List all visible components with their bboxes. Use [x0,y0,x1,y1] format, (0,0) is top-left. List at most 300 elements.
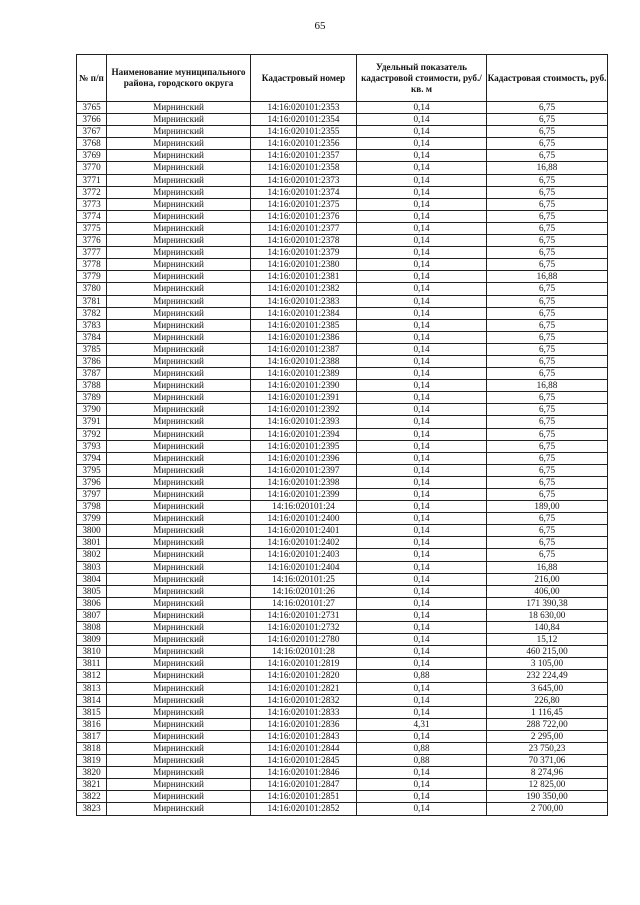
table-row [77,537,608,549]
table-row [77,138,608,150]
cell-specific-value: 0,14 [357,259,487,271]
cell-cadastral-value: 6,75 [487,476,608,488]
cell-cadastral-number: 14:16:020101:2402 [251,537,357,549]
cell-specific-value: 0,14 [357,464,487,476]
table-row [77,440,608,452]
cell-municipality: Мирнинский [107,791,251,803]
cell-number: 3812 [77,670,107,682]
cell-number: 3802 [77,549,107,561]
table-row [77,404,608,416]
cell-cadastral-number: 14:16:020101:2383 [251,295,357,307]
cell-specific-value: 0,14 [357,803,487,815]
cell-cadastral-value: 6,75 [487,138,608,150]
cell-specific-value: 0,88 [357,670,487,682]
cell-cadastral-number: 14:16:020101:2377 [251,222,357,234]
cell-municipality: Мирнинский [107,742,251,754]
cell-cadastral-number: 14:16:020101:2373 [251,174,357,186]
cell-cadastral-number: 14:16:020101:2393 [251,416,357,428]
cell-municipality: Мирнинский [107,670,251,682]
cell-cadastral-number: 14:16:020101:26 [251,585,357,597]
cell-municipality: Мирнинский [107,537,251,549]
cell-cadastral-number: 14:16:020101:2354 [251,114,357,126]
cell-cadastral-number: 14:16:020101:2357 [251,150,357,162]
cell-cadastral-number: 14:16:020101:2400 [251,513,357,525]
cell-cadastral-value: 6,75 [487,102,608,114]
cell-specific-value: 0,14 [357,767,487,779]
cell-specific-value: 0,14 [357,271,487,283]
cell-cadastral-value: 3 105,00 [487,658,608,670]
cell-cadastral-number: 14:16:020101:2832 [251,694,357,706]
cell-cadastral-value: 232 224,49 [487,670,608,682]
cell-municipality: Мирнинский [107,658,251,670]
cell-cadastral-number: 14:16:020101:2401 [251,525,357,537]
cell-municipality: Мирнинский [107,452,251,464]
cell-cadastral-value: 70 371,06 [487,755,608,767]
cell-specific-value: 0,14 [357,452,487,464]
cell-specific-value: 0,14 [357,561,487,573]
cell-number: 3819 [77,755,107,767]
cell-cadastral-number: 14:16:020101:2358 [251,162,357,174]
cell-number: 3809 [77,634,107,646]
cell-cadastral-number: 14:16:020101:2398 [251,476,357,488]
cell-specific-value: 0,14 [357,235,487,247]
cell-number: 3799 [77,513,107,525]
cell-cadastral-number: 14:16:020101:2388 [251,355,357,367]
cell-number: 3810 [77,646,107,658]
cell-specific-value: 0,14 [357,682,487,694]
cell-number: 3771 [77,174,107,186]
cell-cadastral-value: 6,75 [487,537,608,549]
cell-specific-value: 0,14 [357,597,487,609]
cell-cadastral-value: 15,12 [487,634,608,646]
cell-municipality: Мирнинский [107,622,251,634]
cell-number: 3791 [77,416,107,428]
table-row [77,718,608,730]
cell-number: 3793 [77,440,107,452]
table-row [77,489,608,501]
cell-municipality: Мирнинский [107,730,251,742]
cell-municipality: Мирнинский [107,513,251,525]
table-row [77,162,608,174]
cell-specific-value: 0,14 [357,210,487,222]
cell-cadastral-number: 14:16:020101:2380 [251,259,357,271]
table-row [77,694,608,706]
cell-municipality: Мирнинский [107,380,251,392]
cell-cadastral-value: 189,00 [487,501,608,513]
cell-cadastral-value: 6,75 [487,525,608,537]
cell-cadastral-value: 6,75 [487,355,608,367]
cell-specific-value: 0,14 [357,331,487,343]
cell-number: 3784 [77,331,107,343]
cell-cadastral-number: 14:16:020101:2844 [251,742,357,754]
cell-specific-value: 0,88 [357,742,487,754]
cell-specific-value: 0,14 [357,247,487,259]
cell-number: 3818 [77,742,107,754]
cell-cadastral-value: 6,75 [487,452,608,464]
cell-number: 3773 [77,198,107,210]
cell-cadastral-value: 460 215,00 [487,646,608,658]
cell-cadastral-value: 12 825,00 [487,779,608,791]
cell-specific-value: 0,88 [357,755,487,767]
cell-municipality: Мирнинский [107,247,251,259]
cell-cadastral-value: 406,00 [487,585,608,597]
cell-cadastral-value: 140,84 [487,622,608,634]
table-row [77,126,608,138]
cell-specific-value: 0,14 [357,634,487,646]
cell-specific-value: 0,14 [357,609,487,621]
cell-cadastral-value: 23 750,23 [487,742,608,754]
table-row [77,730,608,742]
cell-cadastral-value: 16,88 [487,271,608,283]
cell-specific-value: 0,14 [357,102,487,114]
cell-cadastral-number: 14:16:020101:2821 [251,682,357,694]
cell-cadastral-value: 288 722,00 [487,718,608,730]
cell-cadastral-value: 226,80 [487,694,608,706]
cell-number: 3815 [77,706,107,718]
cell-cadastral-number: 14:16:020101:2396 [251,452,357,464]
cell-cadastral-value: 2 700,00 [487,803,608,815]
cell-cadastral-value: 6,75 [487,513,608,525]
cell-municipality: Мирнинский [107,295,251,307]
cell-cadastral-number: 14:16:020101:2397 [251,464,357,476]
cell-specific-value: 0,14 [357,114,487,126]
cell-specific-value: 0,14 [357,706,487,718]
cell-specific-value: 0,14 [357,537,487,549]
cell-municipality: Мирнинский [107,464,251,476]
table-row [77,573,608,585]
table-row [77,283,608,295]
cell-cadastral-value: 6,75 [487,392,608,404]
cell-number: 3814 [77,694,107,706]
header-specific-value: Удельный показатель кадастровой стоимости, руб./кв. м [357,55,487,102]
cell-cadastral-value: 6,75 [487,428,608,440]
table-row [77,464,608,476]
table-row [77,549,608,561]
table-header-row [77,55,608,102]
cell-specific-value: 0,14 [357,646,487,658]
cell-number: 3800 [77,525,107,537]
cell-cadastral-value: 6,75 [487,331,608,343]
header-cadastral-value: Кадастровая стоимость, руб. [487,55,608,102]
table-row [77,222,608,234]
cell-cadastral-value: 6,75 [487,416,608,428]
table-row [77,742,608,754]
cell-municipality: Мирнинский [107,416,251,428]
header-number: № п/п [77,55,107,102]
cell-specific-value: 0,14 [357,525,487,537]
cell-cadastral-value: 16,88 [487,380,608,392]
cell-number: 3817 [77,730,107,742]
table-row [77,368,608,380]
cell-cadastral-value: 6,75 [487,404,608,416]
cell-municipality: Мирнинский [107,368,251,380]
cell-number: 3808 [77,622,107,634]
table-row [77,210,608,222]
table-row [77,355,608,367]
cell-municipality: Мирнинский [107,355,251,367]
table-row [77,198,608,210]
table-row [77,791,608,803]
table-row [77,319,608,331]
cell-number: 3787 [77,368,107,380]
cell-cadastral-number: 14:16:020101:2836 [251,718,357,730]
cell-specific-value: 0,14 [357,380,487,392]
cell-specific-value: 0,14 [357,501,487,513]
cadastral-table [76,54,608,816]
cell-number: 3778 [77,259,107,271]
cell-specific-value: 0,14 [357,174,487,186]
cell-specific-value: 0,14 [357,622,487,634]
cell-municipality: Мирнинский [107,283,251,295]
cell-cadastral-value: 16,88 [487,162,608,174]
cell-number: 3774 [77,210,107,222]
cell-specific-value: 0,14 [357,368,487,380]
cell-cadastral-number: 14:16:020101:2845 [251,755,357,767]
cell-number: 3789 [77,392,107,404]
cell-municipality: Мирнинский [107,706,251,718]
cell-specific-value: 0,14 [357,549,487,561]
page-number: 65 [314,20,326,32]
cell-municipality: Мирнинский [107,138,251,150]
cell-cadastral-number: 14:16:020101:2353 [251,102,357,114]
cell-specific-value: 0,14 [357,440,487,452]
cell-number: 3766 [77,114,107,126]
cell-cadastral-value: 216,00 [487,573,608,585]
cell-cadastral-value: 6,75 [487,174,608,186]
cell-number: 3823 [77,803,107,815]
cell-number: 3790 [77,404,107,416]
cell-cadastral-value: 6,75 [487,549,608,561]
table-row [77,682,608,694]
cell-cadastral-value: 6,75 [487,235,608,247]
cell-cadastral-value: 6,75 [487,343,608,355]
cell-municipality: Мирнинский [107,404,251,416]
cell-municipality: Мирнинский [107,210,251,222]
cell-municipality: Мирнинский [107,525,251,537]
cell-number: 3796 [77,476,107,488]
cell-specific-value: 0,14 [357,779,487,791]
cell-municipality: Мирнинский [107,597,251,609]
cell-municipality: Мирнинский [107,162,251,174]
table-row [77,452,608,464]
cell-number: 3807 [77,609,107,621]
table-row [77,658,608,670]
cell-number: 3772 [77,186,107,198]
cell-specific-value: 0,14 [357,416,487,428]
cell-number: 3779 [77,271,107,283]
cell-municipality: Мирнинский [107,174,251,186]
cell-municipality: Мирнинский [107,694,251,706]
cell-specific-value: 0,14 [357,162,487,174]
cell-specific-value: 0,14 [357,283,487,295]
cell-cadastral-value: 6,75 [487,247,608,259]
cell-number: 3788 [77,380,107,392]
table-row [77,247,608,259]
cell-specific-value: 0,14 [357,126,487,138]
header-municipality: Наименование муниципального района, городского округа [107,55,251,102]
cell-cadastral-number: 14:16:020101:2376 [251,210,357,222]
cell-number: 3801 [77,537,107,549]
table-row [77,102,608,114]
cell-municipality: Мирнинский [107,343,251,355]
table-row [77,513,608,525]
cell-number: 3770 [77,162,107,174]
cell-municipality: Мирнинский [107,573,251,585]
cell-number: 3794 [77,452,107,464]
cell-number: 3805 [77,585,107,597]
cell-cadastral-value: 6,75 [487,114,608,126]
cell-cadastral-number: 14:16:020101:2387 [251,343,357,355]
table-row [77,295,608,307]
cell-cadastral-value: 6,75 [487,440,608,452]
cell-cadastral-value: 6,75 [487,307,608,319]
cell-cadastral-value: 2 295,00 [487,730,608,742]
cell-number: 3813 [77,682,107,694]
cell-municipality: Мирнинский [107,114,251,126]
table-row [77,501,608,513]
cell-cadastral-number: 14:16:020101:2732 [251,622,357,634]
cell-specific-value: 0,14 [357,476,487,488]
cell-specific-value: 0,14 [357,198,487,210]
cell-specific-value: 0,14 [357,186,487,198]
table-row [77,307,608,319]
cell-cadastral-value: 6,75 [487,368,608,380]
cell-municipality: Мирнинский [107,682,251,694]
cell-cadastral-value: 171 390,38 [487,597,608,609]
table-row [77,525,608,537]
cell-number: 3767 [77,126,107,138]
cell-number: 3811 [77,658,107,670]
cell-municipality: Мирнинский [107,718,251,730]
cell-municipality: Мирнинский [107,331,251,343]
cell-municipality: Мирнинский [107,235,251,247]
cell-cadastral-number: 14:16:020101:2381 [251,271,357,283]
cell-number: 3798 [77,501,107,513]
cell-cadastral-value: 6,75 [487,259,608,271]
table-row [77,561,608,573]
table-row [77,235,608,247]
table-row [77,114,608,126]
cell-cadastral-number: 14:16:020101:2385 [251,319,357,331]
cell-municipality: Мирнинский [107,440,251,452]
cell-number: 3806 [77,597,107,609]
cell-number: 3821 [77,779,107,791]
cell-cadastral-value: 18 630,00 [487,609,608,621]
cell-cadastral-number: 14:16:020101:2404 [251,561,357,573]
table-row [77,331,608,343]
cell-specific-value: 0,14 [357,307,487,319]
cell-cadastral-number: 14:16:020101:2847 [251,779,357,791]
cell-specific-value: 4,31 [357,718,487,730]
cell-municipality: Мирнинский [107,259,251,271]
cell-cadastral-number: 14:16:020101:2379 [251,247,357,259]
cell-municipality: Мирнинский [107,561,251,573]
cell-specific-value: 0,14 [357,295,487,307]
cell-cadastral-number: 14:16:020101:2392 [251,404,357,416]
cell-municipality: Мирнинский [107,609,251,621]
cell-cadastral-value: 6,75 [487,283,608,295]
cell-cadastral-number: 14:16:020101:28 [251,646,357,658]
cell-cadastral-number: 14:16:020101:2820 [251,670,357,682]
cell-cadastral-number: 14:16:020101:2852 [251,803,357,815]
cell-municipality: Мирнинский [107,150,251,162]
cell-cadastral-number: 14:16:020101:2391 [251,392,357,404]
cell-cadastral-value: 6,75 [487,150,608,162]
cell-municipality: Мирнинский [107,755,251,767]
cell-cadastral-number: 14:16:020101:27 [251,597,357,609]
cell-cadastral-number: 14:16:020101:2389 [251,368,357,380]
table-row [77,174,608,186]
cell-municipality: Мирнинский [107,319,251,331]
cell-municipality: Мирнинский [107,634,251,646]
cell-cadastral-number: 14:16:020101:2851 [251,791,357,803]
table-row [77,392,608,404]
cell-cadastral-value: 6,75 [487,295,608,307]
cell-specific-value: 0,14 [357,355,487,367]
cell-cadastral-value: 16,88 [487,561,608,573]
cell-number: 3776 [77,235,107,247]
cell-cadastral-value: 6,75 [487,319,608,331]
cell-number: 3816 [77,718,107,730]
cell-specific-value: 0,14 [357,791,487,803]
cell-cadastral-value: 6,75 [487,210,608,222]
cell-municipality: Мирнинский [107,549,251,561]
cell-number: 3777 [77,247,107,259]
cell-cadastral-value: 1 116,45 [487,706,608,718]
cell-cadastral-value: 6,75 [487,464,608,476]
cell-municipality: Мирнинский [107,307,251,319]
cell-municipality: Мирнинский [107,501,251,513]
cell-cadastral-number: 14:16:020101:2390 [251,380,357,392]
cell-municipality: Мирнинский [107,102,251,114]
table-row [77,634,608,646]
cell-municipality: Мирнинский [107,779,251,791]
cell-specific-value: 0,14 [357,573,487,585]
cell-number: 3804 [77,573,107,585]
table-row [77,755,608,767]
cell-number: 3792 [77,428,107,440]
cell-municipality: Мирнинский [107,476,251,488]
table-row [77,150,608,162]
table-row [77,706,608,718]
cell-number: 3769 [77,150,107,162]
cell-cadastral-number: 14:16:020101:2356 [251,138,357,150]
cell-number: 3782 [77,307,107,319]
cell-specific-value: 0,14 [357,138,487,150]
cell-cadastral-number: 14:16:020101:2355 [251,126,357,138]
cell-cadastral-number: 14:16:020101:2374 [251,186,357,198]
cell-number: 3785 [77,343,107,355]
cell-cadastral-value: 6,75 [487,198,608,210]
table-row [77,343,608,355]
cell-cadastral-number: 14:16:020101:2833 [251,706,357,718]
cell-cadastral-number: 14:16:020101:2403 [251,549,357,561]
cell-number: 3820 [77,767,107,779]
table-row [77,476,608,488]
table-row [77,585,608,597]
cell-cadastral-value: 6,75 [487,222,608,234]
table-row [77,428,608,440]
cell-cadastral-number: 14:16:020101:2395 [251,440,357,452]
table-row [77,779,608,791]
table-row [77,259,608,271]
cell-cadastral-number: 14:16:020101:2843 [251,730,357,742]
cell-number: 3775 [77,222,107,234]
table-body [77,102,608,816]
cell-municipality: Мирнинский [107,489,251,501]
table-row [77,597,608,609]
cell-number: 3768 [77,138,107,150]
